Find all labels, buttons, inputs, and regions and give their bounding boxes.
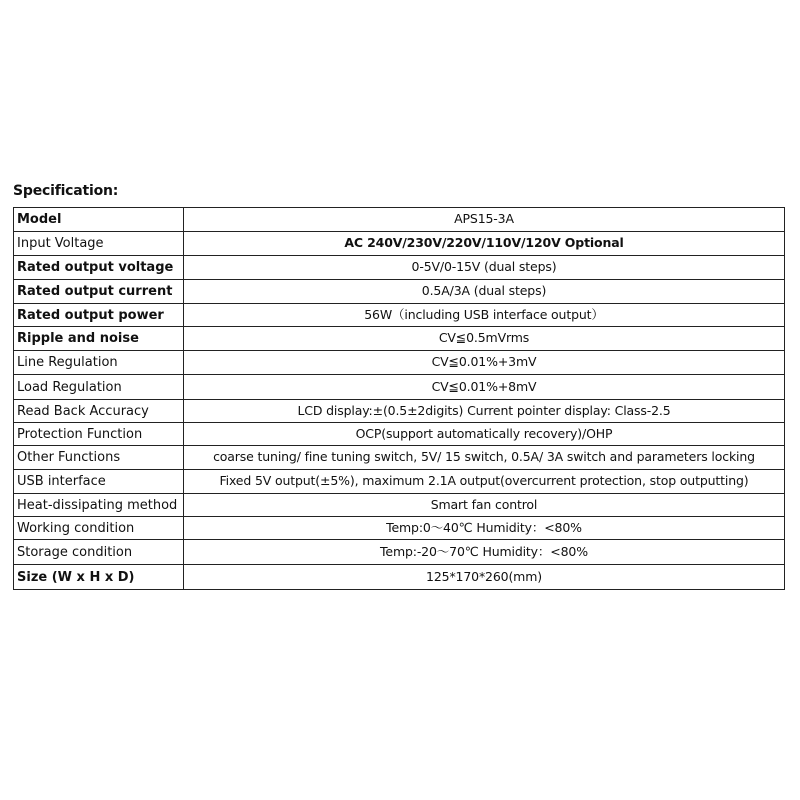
row-value: CV≦0.01%+3mV	[184, 351, 785, 375]
table-row	[14, 494, 785, 517]
row-value: coarse tuning/ fine tuning switch, 5V/ 15 switch, 0.5A/ 3A switch and parameters locking	[184, 446, 785, 470]
row-value: CV≦0.01%+8mV	[184, 375, 785, 400]
row-label: Line Regulation	[14, 351, 184, 375]
specification-heading: Specification:	[13, 183, 119, 199]
row-value: 0-5V/0-15V (dual steps)	[184, 256, 785, 280]
row-value: CV≦0.5mVrms	[184, 327, 785, 351]
row-value: 0.5A/3A (dual steps)	[184, 280, 785, 304]
row-value: OCP(support automatically recovery)/OHP	[184, 423, 785, 446]
row-label: Rated output current	[14, 280, 184, 304]
table-row	[14, 232, 785, 256]
row-label: Rated output voltage	[14, 256, 184, 280]
row-value: Fixed 5V output(±5%), maximum 2.1A output(overcurrent protection, stop outputting)	[184, 470, 785, 494]
row-value: Smart fan control	[184, 494, 785, 517]
table-row	[14, 256, 785, 280]
row-value: Temp:-20～70℃ Humidity：<80%	[184, 540, 785, 565]
table-row	[14, 517, 785, 540]
row-label: Input Voltage	[14, 232, 184, 256]
table-row	[14, 400, 785, 423]
row-value: 125*170*260(mm)	[184, 565, 785, 590]
table-row	[14, 351, 785, 375]
row-value: 56W（including USB interface output）	[184, 304, 785, 327]
row-label: Rated output power	[14, 304, 184, 327]
table-row	[14, 446, 785, 470]
row-value: Temp:0～40℃ Humidity：<80%	[184, 517, 785, 540]
table-row	[14, 470, 785, 494]
row-label: Read Back Accuracy	[14, 400, 184, 423]
table-row	[14, 280, 785, 304]
table-row	[14, 540, 785, 565]
table-row	[14, 208, 785, 232]
table-row	[14, 565, 785, 590]
table-row	[14, 327, 785, 351]
row-value: APS15-3A	[184, 208, 785, 232]
row-value: LCD display:±(0.5±2digits) Current pointer display: Class-2.5	[184, 400, 785, 423]
row-label: Heat-dissipating method	[14, 494, 184, 517]
row-label: Storage condition	[14, 540, 184, 565]
table-row	[14, 304, 785, 327]
table-row	[14, 375, 785, 400]
row-label: Working condition	[14, 517, 184, 540]
row-label: Ripple and noise	[14, 327, 184, 351]
row-label: Size (W x H x D)	[14, 565, 184, 590]
row-label: Model	[14, 208, 184, 232]
row-label: Other Functions	[14, 446, 184, 470]
table-row	[14, 423, 785, 446]
row-label: Load Regulation	[14, 375, 184, 400]
row-label: Protection Function	[14, 423, 184, 446]
specification-table	[13, 207, 785, 590]
row-label: USB interface	[14, 470, 184, 494]
row-value: AC 240V/230V/220V/110V/120V Optional	[184, 232, 785, 256]
